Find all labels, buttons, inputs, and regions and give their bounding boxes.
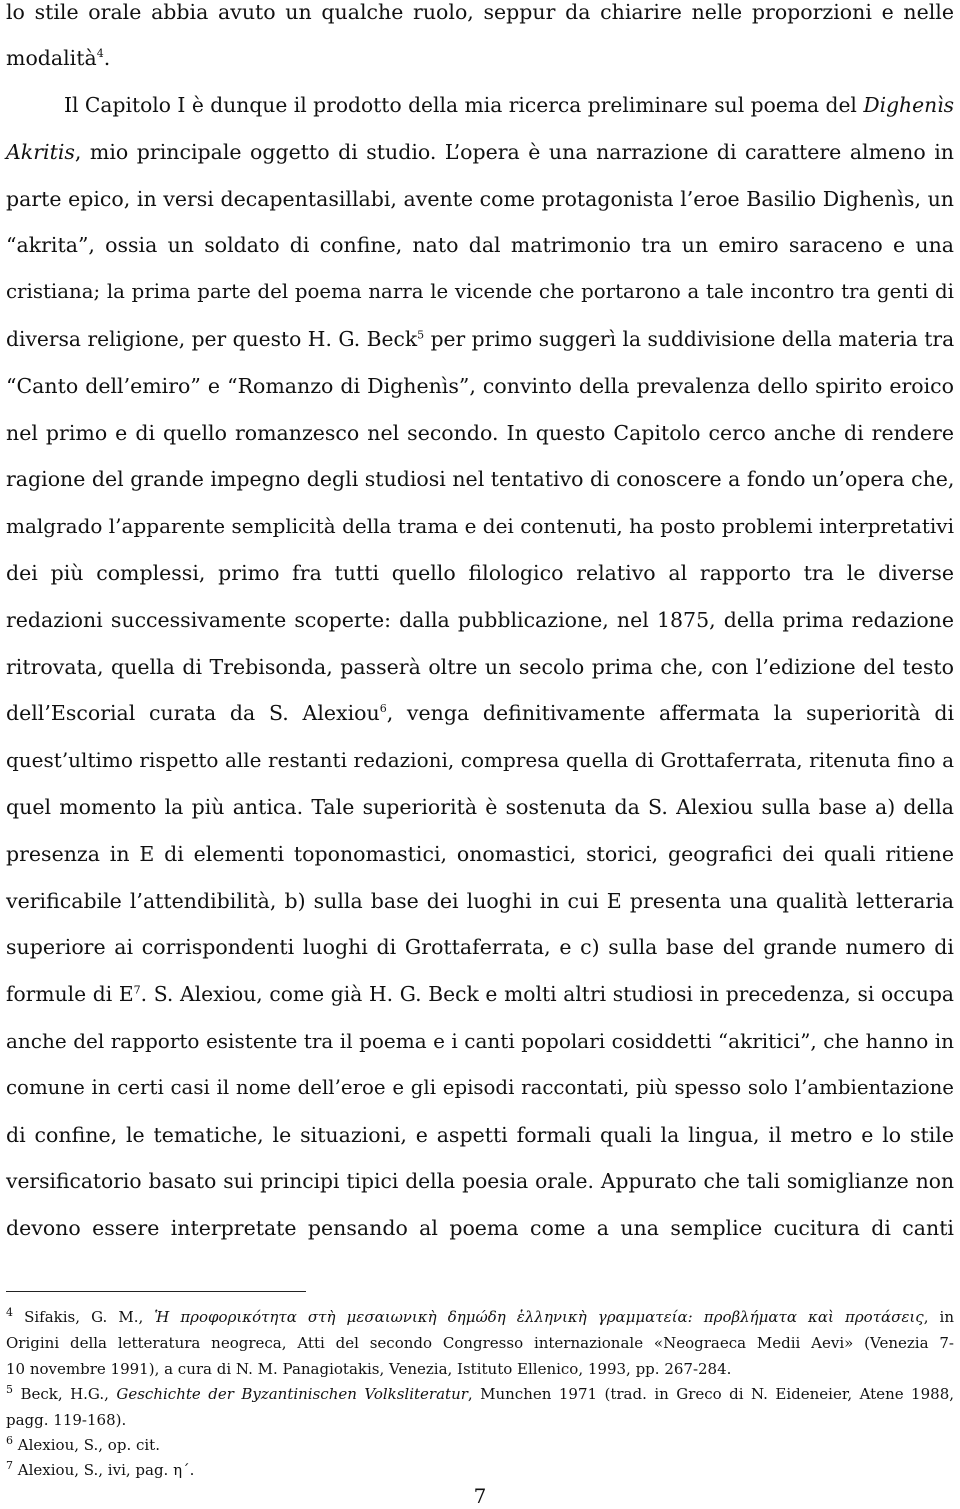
text-line: quel momento la più antica. Tale superiorità è sostenuta da S. Alexiou sulla base a) della [6, 795, 954, 819]
footnote-separator [6, 1291, 306, 1292]
footnote-7: $^7$ Alexiou, S., ivi, pag. η΄. [6, 1459, 195, 1479]
text-line: anche del rapporto esistente tra il poema e i canti popolari cosiddetti “akritici”, che hanno in [6, 1029, 954, 1053]
footnote-6: $^6$ Alexiou, S., op. cit. [6, 1434, 160, 1454]
footnote-ref: 7 [133, 983, 141, 997]
text-line: dell’Escorial curata da S. Alexiou$^6$, venga definitivamente affermata la superiorità di [6, 701, 955, 725]
text-line: diversa religione, per questo H. G. Beck$^5$ per primo suggerì la suddivisione della materia tra [6, 327, 955, 351]
text-line: Akritis, mio principale oggetto di studio. L’opera è una narrazione di carattere almeno in [6, 140, 954, 164]
text-line: di confine, le tematiche, le situazioni, e aspetti formali quali la lingua, il metro e lo stile [6, 1123, 954, 1147]
text-line: redazioni successivamente scoperte: dalla pubblicazione, nel 1875, della prima redazione [6, 608, 954, 632]
footnote-4: $^4$ Sifakis, G. M., Ἡ προφορικότητα στὴ μεσαιωνικὴ δημώδη ἑλληνικὴ γραμματεία: προβλήματα καὶ προτάσεις, in [6, 1306, 954, 1326]
footnote-ref: 5 [417, 328, 425, 342]
footnote-4-line-2: Origini della letteratura neogreca, Atti del secondo Congresso internazionale «Neograeca Medii Aevi» (Venezia 7- [6, 1334, 954, 1352]
footnote-ref: 4 [96, 47, 104, 61]
text-line: verificabile l’attendibilità, b) sulla base dei luoghi in cui E presenta una qualità letteraria [6, 889, 954, 913]
text-line: dei più complessi, primo fra tutti quello filologico relativo al rapporto tra le diverse [6, 561, 954, 585]
text-line: devono essere interpretate pensando al poema come a una semplice cucitura di canti [6, 1216, 954, 1240]
text-line: cristiana; la prima parte del poema narra le vicende che portarono a tale incontro tra genti di [6, 280, 954, 303]
text-line: nel primo e di quello romanzesco nel secondo. In questo Capitolo cerco anche di rendere [6, 421, 954, 445]
footnote-ref: 6 [379, 702, 387, 716]
text-line: presenza in E di elementi toponomastici, onomastici, storici, geografici dei quali ritiene [6, 842, 954, 866]
text-line: “akrita”, ossia un soldato di confine, nato dal matrimonio tra un emiro saraceno e una [6, 233, 954, 257]
text-line: lo stile orale abbia avuto un qualche ruolo, seppur da chiarire nelle proporzioni e nelle [6, 0, 954, 24]
footnote-4-line-3: 10 novembre 1991), a cura di N. M. Panagiotakis, Venezia, Istituto Ellenico, 1993, pp. 267-284. [6, 1360, 732, 1378]
text-line: “Canto dell’emiro” e “Romanzo di Dighenìs”, convinto della prevalenza dello spirito eroico [6, 374, 954, 398]
text-line: ragione del grande impegno degli studiosi nel tentativo di conoscere a fondo un’opera che, [6, 467, 955, 491]
text-line: ritrovata, quella di Trebisonda, passerà oltre un secolo prima che, con l’edizione del testo [6, 655, 954, 679]
text-line: malgrado l’apparente semplicità della trama e dei contenuti, ha posto problemi interpretativi [6, 514, 954, 538]
page-number: 7 [473, 1484, 487, 1508]
text-line: versificatorio basato sui principi tipici della poesia orale. Appurato che tali somiglianze non [6, 1169, 954, 1193]
footnote-5-line-2: pagg. 119-168). [6, 1411, 127, 1429]
text-line: modalità$^4$. [6, 46, 111, 70]
text-line: parte epico, in versi decapentasillabi, avente come protagonista l’eroe Basilio Dighenìs, un [6, 187, 954, 211]
text-line: quest’ultimo rispetto alle restanti redazioni, compresa quella di Grottaferrata, ritenuta fino a [6, 748, 954, 772]
text-line: Il Capitolo I è dunque il prodotto della mia ricerca preliminare sul poema del Dighenìs [64, 93, 954, 117]
text-line: superiore ai corrispondenti luoghi di Grottaferrata, e c) sulla base del grande numero di [6, 935, 954, 959]
text-line: formule di $E^7$. S. Alexiou, come già H. G. Beck e molti altri studiosi in precedenza, si occupa [6, 982, 955, 1006]
text-line: comune in certi casi il nome dell’eroe e gli episodi raccontati, più spesso solo l’ambientazione [6, 1076, 954, 1099]
footnote-5: $^5$ Beck, H.G., Geschichte der Byzantinischen Volksliteratur, Munchen 1971 (trad. in Greco di N. Eideneier, Atene 1988, [6, 1383, 954, 1403]
